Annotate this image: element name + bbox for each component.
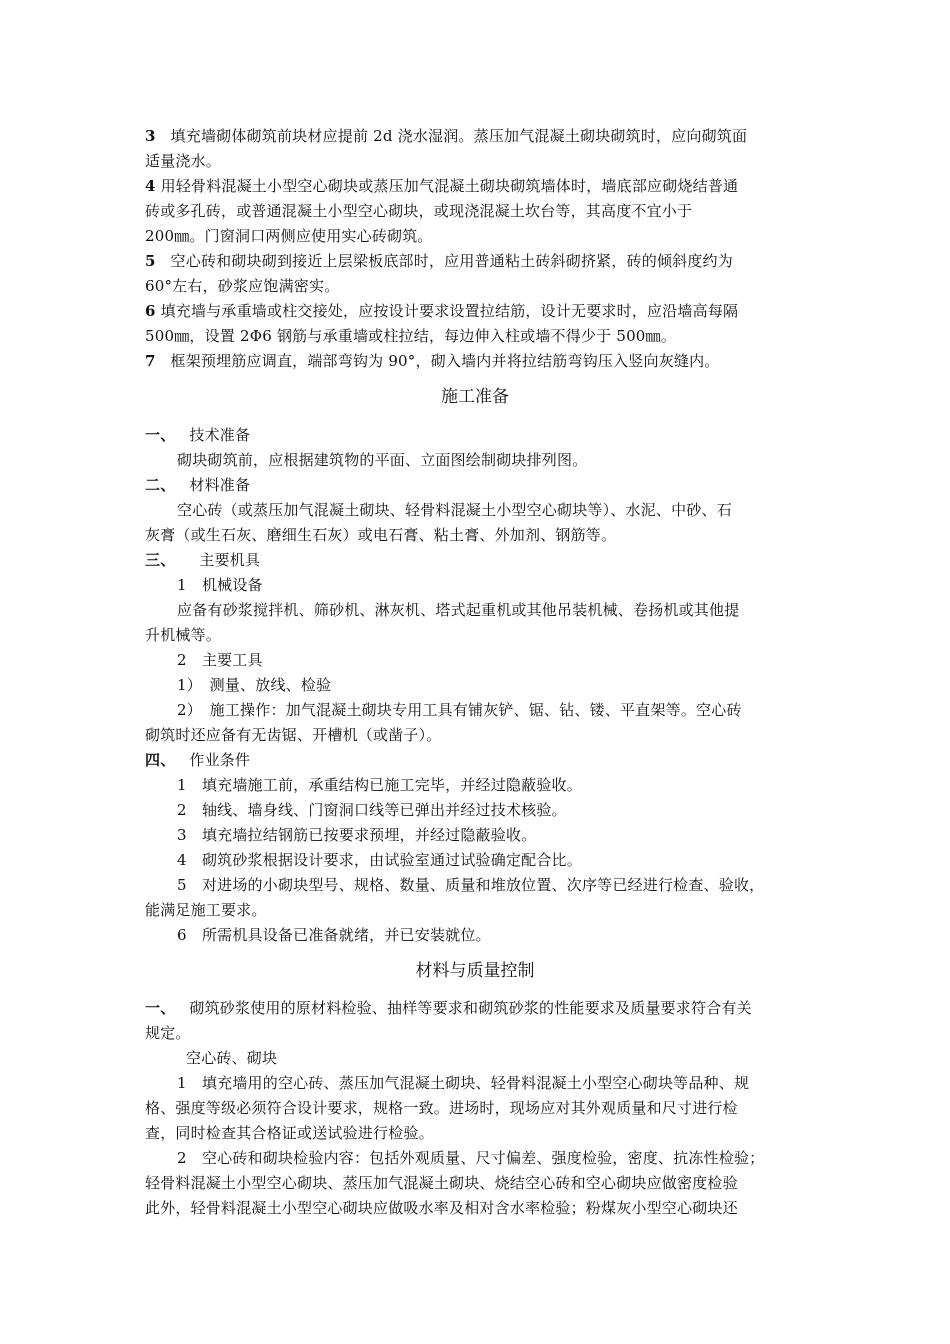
prep-section-2 (145, 475, 250, 495)
quality-section-1-line-1 (145, 998, 752, 1018)
clause-number: 4 (145, 177, 156, 195)
section-number: 一、 (145, 426, 176, 444)
prep-section-2-line-1: 空心砖（或蒸压加气混凝土砌块、轻骨料混凝土小型空心砌块等）、水泥、中砂、石 (177, 501, 732, 519)
prep-section-2-line-2: 灰膏（或生石灰、磨细生石灰）或电石膏、粘土膏、外加剂、钢筋等。 (145, 526, 617, 544)
clause-4-line-1 (145, 176, 738, 196)
clause-text: 填充墙与承重墙或柱交接处，应按设计要求设置拉结筋，设计无要求时，应沿墙高每隔 (160, 302, 739, 320)
quality-item-1-line-1: 1 填充墙用的空心砖、蒸压加气混凝土砌块、轻骨料混凝土小型空心砌块等品种、规 (177, 1074, 750, 1092)
clause-text: 填充墙砌体砌筑前块材应提前 2d 浇水湿润。蒸压加气混凝土砌块砌筑时，应向砌筑面 (170, 127, 748, 145)
prep-section-4-item-5-line-2: 能满足施工要求。 (145, 901, 267, 919)
prep-section-4-item-6: 6 所需机具设备已准备就绪，并已安装就位。 (177, 926, 491, 944)
clause-7-line-1 (145, 351, 720, 371)
section-number: 四、 (145, 751, 176, 769)
prep-section-3-item-1: 1 机械设备 (177, 576, 263, 594)
prep-section-3 (145, 550, 260, 570)
quality-item-1-line-3: 查，同时检查其合格证或送试验进行检验。 (145, 1124, 434, 1142)
section-number: 二、 (145, 476, 176, 494)
clause-3-line-1 (145, 126, 747, 146)
clause-6-line-2: 500㎜，设置 2Φ6 钢筋与承重墙或柱拉结，每边伸入柱或墙不得少于 500㎜。 (145, 327, 676, 345)
quality-item-2-line-3: 此外，轻骨料混凝土小型空心砌块应做吸水率及相对含水率检验；粉煤灰小型空心砌块还 (145, 1199, 738, 1217)
quality-item-2-line-2: 轻骨料混凝土小型空心砌块、蒸压加气混凝土砌块、烧结空心砖和空心砌块应做密度检验 (145, 1174, 738, 1192)
prep-section-4-item-1: 1 填充墙施工前，承重结构已施工完毕，并经过隐蔽验收。 (177, 776, 582, 794)
prep-section-4-item-2: 2 轴线、墙身线、门窗洞口线等已弹出并经过技术核验。 (177, 801, 567, 819)
prep-section-3-item-1-line-1: 应备有砂浆搅拌机、筛砂机、淋灰机、塔式起重机或其他吊装机械、卷扬机或其他提 (177, 601, 740, 619)
prep-section-1-text: 砌块砌筑前，应根据建筑物的平面、立面图绘制砌块排列图。 (177, 451, 588, 469)
clause-text: 用轻骨料混凝土小型空心砌块或蒸压加气混凝土砌块砌筑墙体时，墙底部应砌烧结普通 (160, 177, 739, 195)
section-text: 砌筑砂浆使用的原材料检验、抽样等要求和砌筑砂浆的性能要求及质量要求符合有关 (189, 999, 752, 1017)
clause-6-line-1 (145, 301, 738, 321)
quality-subheading: 空心砖、砌块 (186, 1049, 278, 1067)
prep-section-3-item-2: 2 主要工具 (177, 651, 263, 669)
clause-number: 5 (145, 252, 156, 270)
section-number: 三、 (145, 551, 176, 569)
prep-section-1 (145, 425, 250, 445)
prep-section-4 (145, 750, 250, 770)
clause-5-line-2: 60°左右，砂浆应饱满密实。 (145, 277, 340, 295)
prep-section-3-item-2-b-line-1: 2） 施工操作：加气混凝土砌块专用工具有铺灰铲、锯、钻、镂、平直架等。空心砖 (177, 701, 742, 719)
clause-number: 6 (145, 302, 156, 320)
clause-4-line-2: 砖或多孔砖，或普通混凝土小型空心砌块，或现浇混凝土坎台等，其高度不宜小于 (145, 202, 693, 220)
prep-section-3-item-1-line-2: 升机械等。 (145, 626, 222, 644)
prep-section-3-item-2-a: 1） 测量、放线、检验 (177, 676, 332, 694)
clause-number: 3 (145, 127, 156, 145)
section-title: 材料准备 (189, 476, 251, 494)
section-number: 一、 (145, 999, 176, 1017)
clause-5-line-1 (145, 251, 733, 271)
prep-section-4-item-3: 3 填充墙拉结钢筋已按要求预埋，并经过隐蔽验收。 (177, 826, 537, 844)
clause-text: 空心砖和砌块砌到接近上层梁板底部时，应用普通粘土砖斜砌挤紧，砖的倾斜度约为 (170, 252, 733, 270)
prep-section-4-item-4: 4 砌筑砂浆根据设计要求，由试验室通过试验确定配合比。 (177, 851, 582, 869)
clause-4-line-3: 200㎜。门窗洞口两侧应使用实心砖砌筑。 (145, 227, 433, 245)
prep-section-3-item-2-b-line-2: 砌筑时还应备有无齿锯、开槽机（或凿子）。 (145, 726, 442, 744)
section-title: 技术准备 (189, 426, 251, 444)
quality-item-2-line-1: 2 空心砖和砌块检验内容：包括外观质量、尺寸偏差、强度检验，密度、抗冻性检验； (177, 1149, 765, 1167)
clause-text: 框架预埋筋应调直，端部弯钩为 90°，砌入墙内并将拉结筋弯钩压入竖向灰缝内。 (170, 352, 720, 370)
section-heading-quality: 材料与质量控制 (415, 961, 535, 981)
quality-item-1-line-2: 格、强度等级必须符合设计要求，规格一致。进场时，现场应对其外观质量和尺寸进行检 (145, 1099, 738, 1117)
section-title: 主要机具 (199, 551, 261, 569)
quality-section-1-line-2: 规定。 (145, 1024, 191, 1042)
prep-section-4-item-5-line-1: 5 对进场的小砌块型号、规格、数量、质量和堆放位置、次序等已经进行检查、验收， (177, 876, 765, 894)
clause-number: 7 (145, 352, 156, 370)
section-heading-prep: 施工准备 (441, 387, 509, 407)
section-title: 作业条件 (189, 751, 251, 769)
clause-3-line-2: 适量浇水。 (145, 152, 222, 170)
